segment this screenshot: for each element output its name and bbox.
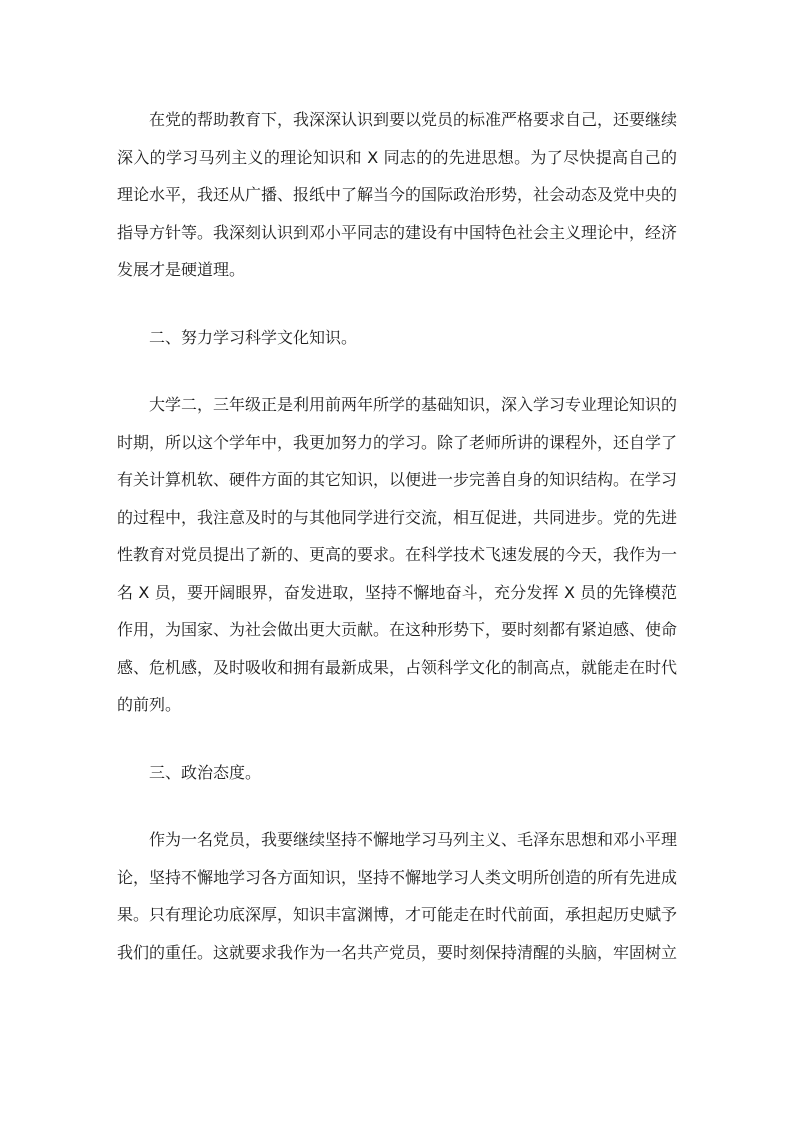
paragraph-gap xyxy=(117,356,677,386)
paragraph-gap xyxy=(117,791,677,821)
paragraph-party-member-duty: 作为一名党员，我要继续坚持不懈地学习马列主义、毛泽东思想和邓小平理论，坚持不懈地学习各方面知识，坚持不懈地学习人类文明所创造的所有先进成果。只有理论功底深厚，知识丰富渊博，才可能走在时代前面，承担起历史赋予我们的重任。这就要求我作为一名共产党员，要时刻保持清醒的头脑，牢固树立 xyxy=(117,830,678,962)
document-page xyxy=(117,101,677,971)
paragraph-gap xyxy=(117,724,677,754)
paragraph-gap xyxy=(117,289,677,319)
section-heading-study-science: 二、努力学习科学文化知识。 xyxy=(149,327,358,347)
paragraph-university-study: 大学二，三年级正是利用前两年所学的基础知识，深入学习专业理论知识的时期，所以这个学年中，我更加努力的学习。除了老师所讲的课程外，还自学了有关计算机软、硬件方面的其它知识，以便进一步完善自身的知识结构。在学习的过程中，我注意及时的与其他同学进行交流，相互促进，共同进步。党的先进性教育对党员提出了新的、更高的要求。在科学技术飞速发展的今天，我作为一名 X 员，要开阔眼界，奋发进取，坚持不懈地奋斗，充分发挥 X 员的先锋模范作用，为国家、为社会做出更大贡献。在这种形势下，要时刻都有紧迫感、使命感、危机感，及时吸收和拥有最新成果，占领科学文化的制高点，就能走在时代的前列。 xyxy=(117,395,678,714)
section-heading-political-attitude: 三、政治态度。 xyxy=(149,762,262,782)
paragraph-party-education: 在党的帮助教育下，我深深认识到要以党员的标准严格要求自己，还要继续深入的学习马列主义的理论知识和 X 同志的的先进思想。为了尽快提高自己的理论水平，我还从广播、报纸中了解当今的国际政治形势，社会动态及党中央的指导方针等。我深刻认识到邓小平同志的建设有中国特色社会主义理论中，经济发展才是硬道理。 xyxy=(117,110,678,279)
